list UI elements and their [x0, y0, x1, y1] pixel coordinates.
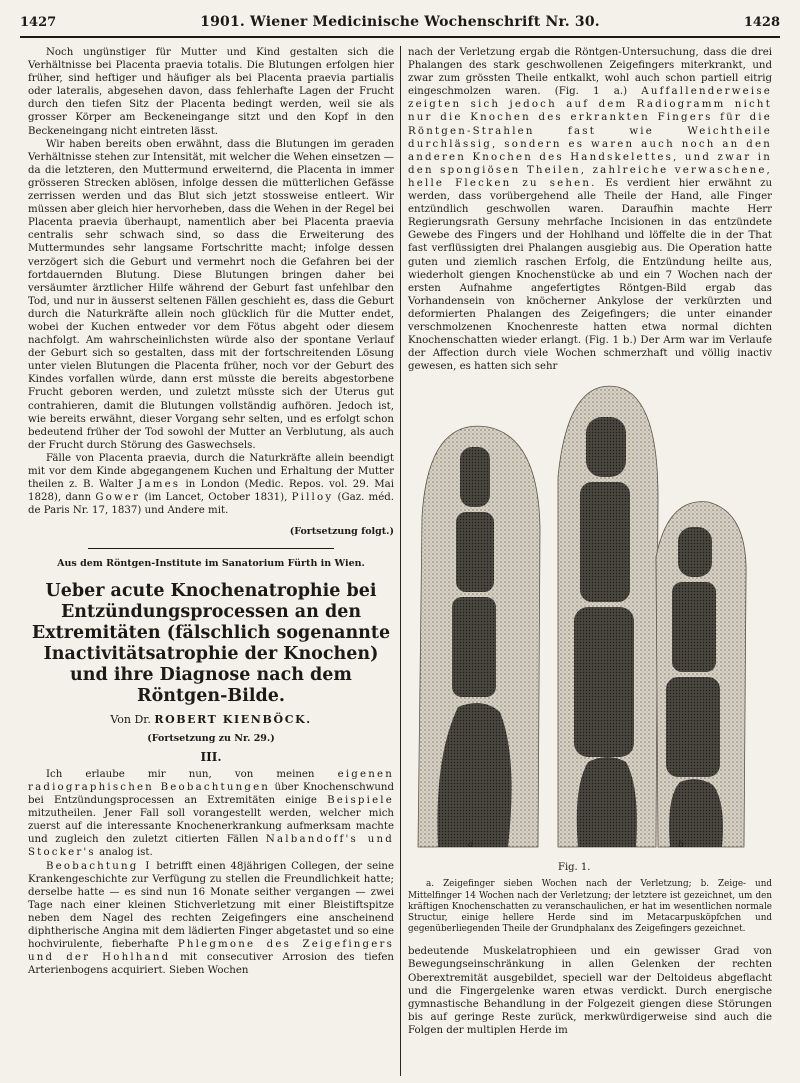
paragraph: Wir haben bereits oben erwähnt, dass die Blutungen im geraden Verhältnisse stehen zur Intensität, mit welcher die Wehen einsetzen — da die letzteren, den Muttermund erweiternd, die Placenta in immer grösseren Strecken ablösen, infolge dessen die mütterlichen Gefässe zerrissen werden und das Blut sich jetzt stossweise entleert. Wir müssen aber gleich hier hervorheben, dass die Wehen in der Regel bei Placenta praevia überhaupt, namentlich aber bei Placenta praevia centralis sehr schwach sind, so dass die Erweiterung des Muttermundes sehr langsame Fortschritte macht; infolge dessen verzögert sich die Geburt und vermehrt noch die Gefahren bei der fortdauernden Blutung. Diese Blutungen bringen daher bei versäumter ärztlicher Hilfe während der Geburt fast unfehlbar den Tod, und nur in äusserst seltenen Fällen geschieht es, dass die Geburt durch die Naturkräfte allein noch glücklich für die Mutter endet, wobei der Kuchen entweder vor dem Fötus abgeht oder diesem nachfolgt. Am wahrscheinlichsten würde also der spontane Verlauf der Geburt sich so gestalten, dass mit der fortschreitenden Lösung unter vielen Blutungen die Placenta früher, noch vor der Geburt des Kindes vorfallen würde, dann erst müsste die bereits abgestorbene Frucht geboren werden, und zuletzt müsste sich der Uterus gut contrahieren, damit die Blutungen vollständig aufhören. Jedoch ist, wie bereits erwähnt, dieser Vorgang sehr selten, und es erfolgt schon bedeutend früher der Tod sowohl der Mutter an Verblutung, als auch der Frucht durch Störung des Gaswechsels. [28, 138, 394, 451]
figure-caption: a. Zeigefinger sieben Wochen nach der Verletzung; b. Zeige- und Mittelfinger 14 Wochen nach der Verletzung; der letztere ist gezeichnet, um den kräftigen Knochenschatten zu veranschaulichen, er hat im wesentlichen normale Structur, einige hellere Herde sind im Metacarpusköpfchen und gegenüberliegenden Theile der Grundphalanx des Zeigefingers gezeichnet. [408, 879, 772, 935]
figure-label-a: a [468, 840, 474, 851]
column-divider [400, 46, 401, 1076]
section-rule [88, 548, 334, 549]
to-be-continued: (Fortsetzung folgt.) [289, 526, 394, 538]
continuation-note: (Fortsetzung zu Nr. 29.) [147, 732, 275, 744]
figure-label-b: b [678, 840, 684, 851]
figure-title: Fig. 1. [558, 862, 591, 874]
paragraph: nach der Verletzung ergab die Röntgen-Untersuchung, dass die drei Phalangen des stark geschwollenen Zeigefingers miterkrankt, und zwar zum grössten Theile entkalkt, wohl auch schon partiell eitrig eingeschmolzen waren. (Fig. 1 a.) Auffallenderweise zeigten sich jedoch auf dem Radiogramm nicht nur die Knochen des erkrankten Fingers für die Röntgen-Strahlen fast wie Weichtheile durchlässig, sondern es waren auch noch an den anderen Knochen des Handskelettes, und zwar in den spongiösen Theilen, zahlreiche verwaschene, helle Flecken zu sehen. Es verdient hier erwähnt zu werden, dass vorübergehend alle Theile der Hand, alle Finger entzündlich geschwollen waren. Daraufhin machte Herr Regierungsrath Gersuny mehrfache Incisionen in das entzündete Gewebe des Fingers und der Hohlhand und löffelte die in der That fast verflüssigten drei Phalangen ausgiebig aus. Die Operation hatte guten und ziemlich raschen Erfolg, die Entzündung heilte aus, wiederholt giengen Knochenstücke ab und ein 7 Wochen nach der ersten Aufnahme angefertigtes Röntgen-Bild ergab das Vorhandensein von knöcherner Ankylose der verkürzten und deformierten Phalangen des Zeigefingers; die unter einander verschmolzenen Knochenreste hatten etwa normal dichten Knochenschatten wieder erlangt. (Fig. 1 b.) Der Arm war im Verlaufe der Affection durch viele Wochen schmerzhaft und völlig inactiv gewesen, es hatten sich sehr [408, 47, 773, 373]
paragraph: bedeutende Muskelatrophieen und ein gewisser Grad von Bewegungseinschränkung in allen Gelenken der rechten Oberextremität ausgebildet, speciell war der Deltoideus abgeflacht und die Fingergelenke waren etwas verdickt. Durch energische gymnastische Behandlung in der Folgezeit giengen diese Störungen bis auf geringe Reste zurück, merkwürdigerweise sind auch die Folgen der multiplen Herde im [408, 946, 772, 1036]
author-citation: James [138, 479, 181, 491]
paragraph: Fälle von Placenta praevia, durch die Naturkräfte allein beendigt mit vor dem Kinde abgegangenem Kuchen und Erhaltung der Mutter theilen z. B. Walter James in London (Medic. Repos. vol. 29. Mai 1828), dann Gower (im Lancet, October 1831), Pilloy (Gaz. méd. de Paris Nr. 17, 1837) und Andere mit. [28, 452, 395, 517]
figure-1 [408, 377, 772, 877]
paragraph: Ich erlaube mir nun, von meinen eigenen radiographischen Beobachtungen über Knochenschwund bei Entzündungsprocessen an Extremitäten einige Beispiele mitzutheilen. Jener Fall soll vorangestellt werden, welcher mich zuerst auf die interessante Knochenerkrankung aufmerksam machte und zugleich den zuletzt citierten Fällen Nalbandoff's und Stocker's analog ist. [28, 768, 394, 859]
paragraph: Beobachtung I betrifft einen 48jährigen Collegen, der seine Krankengeschichte zur Verfügung zu stellen die Freundlichkeit hatte; derselbe hatte — es sind nun 16 Monate seither vergangen — zwei Tage nach einer kleinen Stichverletzung mit einer Bleistiftspitze neben dem Nagel des rechten Zeigefingers eine anscheinend diphtherische Angina mit dem lädierten Finger abgetastet und so eine hochvirulente, fieberhafte Phlegmone des Zeigefingers und der Hohlhand mit consecutiver Arrosion des tiefen Arterienbogens acquiriert. Sieben Wochen [28, 860, 394, 977]
journal-title: 1901. Wiener Medicinische Wochenschrift Nr. 30. [200, 14, 600, 30]
paragraph: Noch ungünstiger für Mutter und Kind gestalten sich die Verhältnisse bei Placenta praevia totalis. Die Blutungen erfolgen hier früher, sind heftiger und häufiger als bei Placenta praevia partialis oder lateralis, abgesehen davon, dass fehlerhafte Lagen der Frucht durch den tiefen Sitz der Placenta bedingt werden, weil sie als grosser Körper am Beckeneingange sitzt und den Kopf in den Beckeneingang nicht eintreten lässt. [28, 47, 394, 137]
institute-line: Aus dem Röntgen-Institute im Sanatorium Fürth in Wien. [57, 558, 365, 570]
right-column [408, 46, 772, 1037]
page-number-left: 1427 [20, 14, 57, 30]
xray-fingers-illustration [408, 377, 772, 857]
observation-label: Beobachtung I [46, 860, 152, 872]
page-number-right: 1428 [743, 14, 780, 30]
author-citation: Pilloy [291, 492, 334, 504]
section-number: III. [200, 749, 222, 764]
article-title: Ueber acute Knochenatrophie bei Entzündungsprocessen an den Extremitäten (fälschlich sogenannte Inactivitätsatrophie der Knochen) und ihre Diagnose nach dem Röntgen-Bilde. [31, 580, 391, 706]
author-citation: Gower [95, 492, 141, 504]
left-column [28, 46, 394, 977]
article-author: Von Dr. ROBERT KIENBÖCK. [110, 712, 312, 726]
page-header [20, 8, 780, 38]
